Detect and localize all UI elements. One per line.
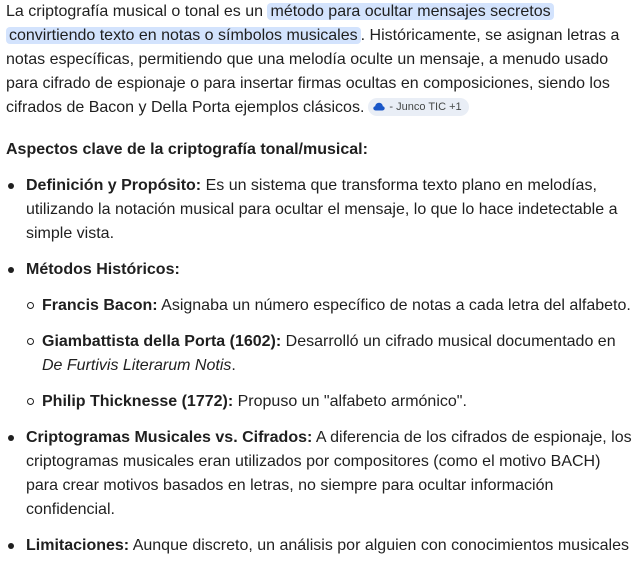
sub-item-bacon [26,294,632,318]
sub-item-term: Philip Thicknesse (1772): [42,393,234,410]
book-title: De Furtivis Literarum Notis [42,357,232,374]
sub-item-term: Giambattista della Porta (1602): [42,333,282,350]
key-aspects-list [6,174,632,558]
sub-item-porta [26,330,632,378]
sub-item-tail: . [231,357,236,374]
item-text: A diferencia de los cifrados de espionaje, los criptogramas musicales eran utilizados por compositores (como el motivo BACH) para crear motivos basados en letras, no siempre para ocultar información confidencial. [26,429,632,518]
list-item-criptogramas [6,426,632,522]
cloud-icon [373,102,385,111]
source-chip-label: - Junco TIC +1 [389,100,462,113]
source-chip[interactable] [368,98,468,116]
historical-methods-list [26,294,632,414]
item-term: Limitaciones: [26,537,130,554]
intro-paragraph [6,0,632,120]
list-item-definicion [6,174,632,246]
item-text: Aunque discreto, un análisis por alguien con conocimientos musicales [129,537,629,554]
sub-item-text: Propuso un "alfabeto armónico". [233,393,467,410]
sub-item-text: Asignaba un número específico de notas a cada letra del alfabeto. [157,297,631,314]
list-item-limitaciones [6,534,632,558]
intro-rest: . Históricamente, se asignan letras a notas específicas, permitiendo que una melodía oculte un mensaje, a menudo usado para cifrado de espionaje o para insertar firmas ocultas en composiciones, siendo los cifrados de Bacon y Della Porta ejemplos clásicos. [6,27,620,116]
item-term: Definición y Propósito: [26,177,202,194]
sub-item-text: Desarrolló un cifrado musical documentado en [281,333,616,350]
highlighted-phrase[interactable]: método para ocultar mensajes secretos convirtiendo texto en notas o símbolos musicales [6,3,554,44]
response-content [6,0,632,570]
section-heading: Aspectos clave de la criptografía tonal/musical: [6,141,368,158]
sub-item-term: Francis Bacon: [42,297,158,314]
list-item-metodos [6,258,632,414]
intro-lead: La criptografía musical o tonal es un [6,3,268,20]
sub-item-thicknesse [26,390,632,414]
item-term: Criptogramas Musicales vs. Cifrados: [26,429,313,446]
item-text: Es un sistema que transforma texto plano en melodías, utilizando la notación musical para ocultar el mensaje, lo que lo hace indetectable a simple vista. [26,177,618,242]
item-term: Métodos Históricos: [26,261,180,278]
